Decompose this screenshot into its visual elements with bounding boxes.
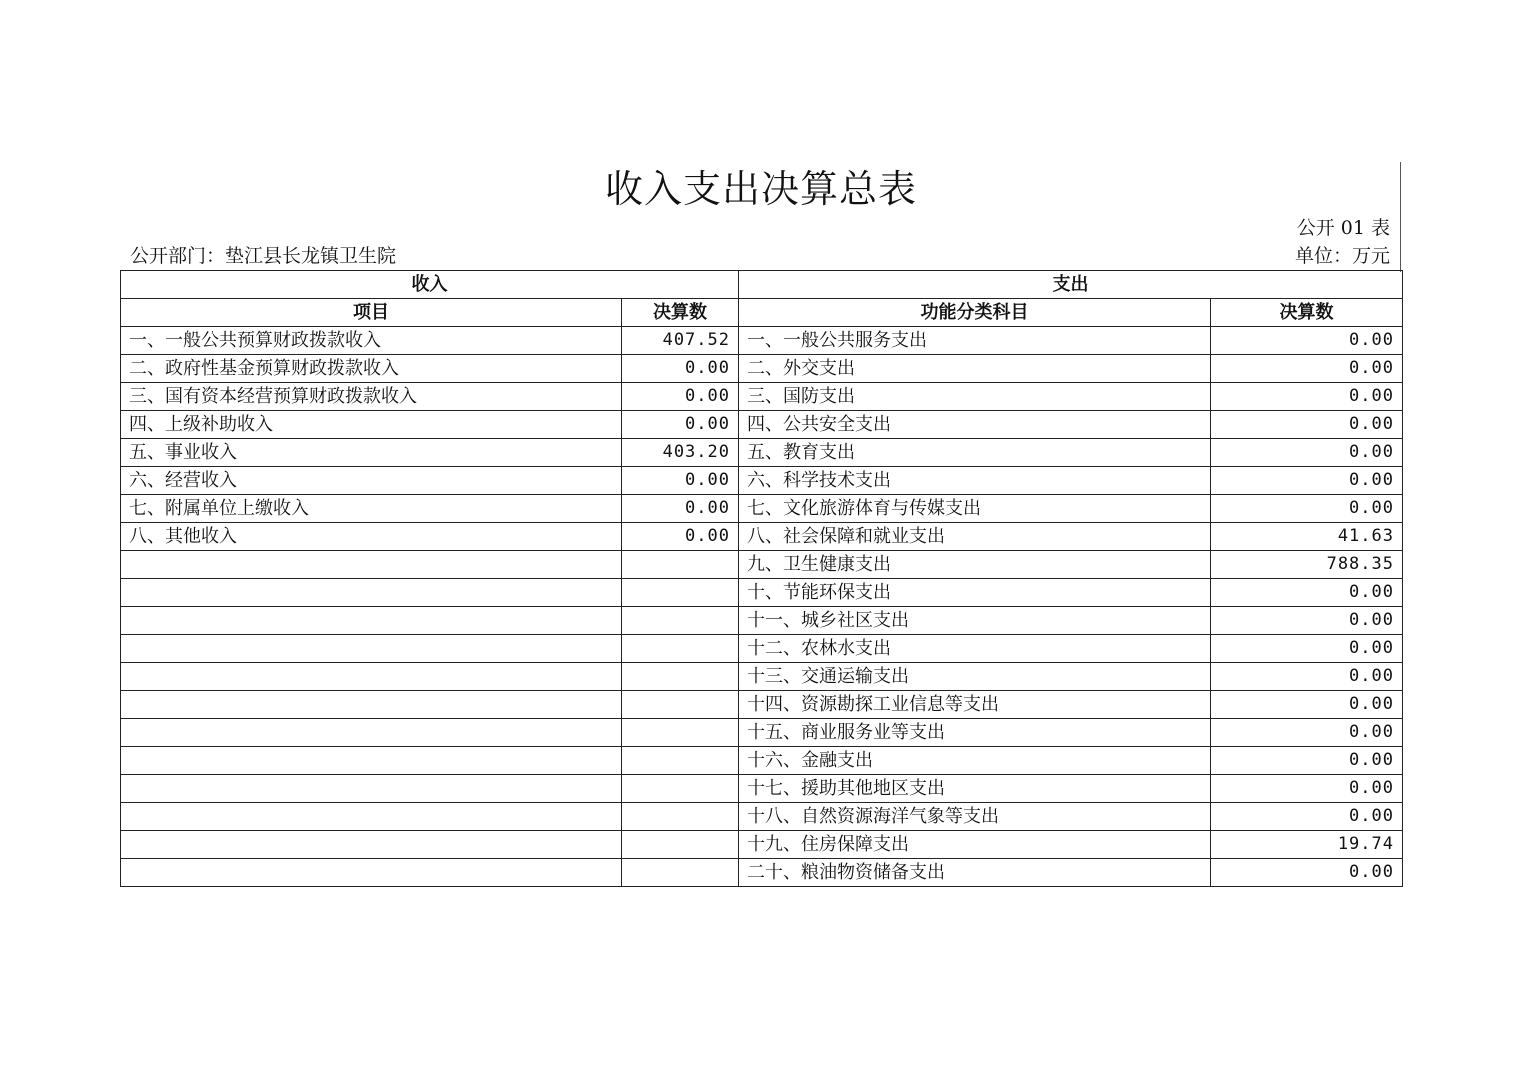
- expense-amount-cell: 0.00: [1211, 719, 1403, 747]
- income-amount-cell: [622, 859, 739, 887]
- expense-item-cell: 五、教育支出: [739, 439, 1211, 467]
- expense-item-cell: 十四、资源勘探工业信息等支出: [739, 691, 1211, 719]
- expense-amount-cell: 0.00: [1211, 859, 1403, 887]
- expense-item-cell: 十三、交通运输支出: [739, 663, 1211, 691]
- income-item-cell: [121, 579, 622, 607]
- income-amount-cell: [622, 691, 739, 719]
- income-amount-column-header: 决算数: [622, 299, 739, 327]
- table-row: [121, 411, 1403, 439]
- income-item-cell: 六、经营收入: [121, 467, 622, 495]
- income-item-cell: 三、国有资本经营预算财政拨款收入: [121, 383, 622, 411]
- income-amount-cell: [622, 831, 739, 859]
- income-amount-cell: 403.20: [622, 439, 739, 467]
- expense-amount-cell: 0.00: [1211, 467, 1403, 495]
- department-label: 公开部门：垫江县长龙镇卫生院: [130, 245, 397, 267]
- expense-item-column-header: 功能分类科目: [739, 299, 1211, 327]
- income-amount-cell: 0.00: [622, 355, 739, 383]
- expense-amount-cell: 0.00: [1211, 635, 1403, 663]
- expense-amount-cell: 0.00: [1211, 775, 1403, 803]
- income-amount-cell: 0.00: [622, 495, 739, 523]
- income-amount-cell: [622, 579, 739, 607]
- expense-item-cell: 一、一般公共服务支出: [739, 327, 1211, 355]
- expense-item-cell: 九、卫生健康支出: [739, 551, 1211, 579]
- section-header-row: [121, 271, 1403, 299]
- income-item-cell: [121, 607, 622, 635]
- expense-item-cell: 三、国防支出: [739, 383, 1211, 411]
- income-amount-cell: 0.00: [622, 411, 739, 439]
- table-row: [121, 775, 1403, 803]
- expense-amount-cell: 0.00: [1211, 439, 1403, 467]
- expense-amount-cell: 0.00: [1211, 691, 1403, 719]
- table-row: [121, 439, 1403, 467]
- income-item-cell: 八、其他收入: [121, 523, 622, 551]
- table-row: [121, 719, 1403, 747]
- income-amount-cell: 407.52: [622, 327, 739, 355]
- unit-label: 单位：万元: [1294, 245, 1390, 267]
- income-item-cell: [121, 831, 622, 859]
- income-item-cell: [121, 775, 622, 803]
- expense-item-cell: 七、文化旅游体育与传媒支出: [739, 495, 1211, 523]
- income-amount-cell: [622, 803, 739, 831]
- income-item-cell: [121, 747, 622, 775]
- income-amount-cell: 0.00: [622, 467, 739, 495]
- expense-item-cell: 十二、农林水支出: [739, 635, 1211, 663]
- table-row: [121, 355, 1403, 383]
- table-row: [121, 467, 1403, 495]
- expense-amount-cell: 0.00: [1211, 327, 1403, 355]
- expense-amount-cell: 0.00: [1211, 411, 1403, 439]
- income-amount-cell: [622, 551, 739, 579]
- income-item-cell: 四、上级补助收入: [121, 411, 622, 439]
- income-amount-cell: [622, 607, 739, 635]
- income-item-cell: 二、政府性基金预算财政拨款收入: [121, 355, 622, 383]
- expense-item-cell: 二、外交支出: [739, 355, 1211, 383]
- income-item-cell: [121, 551, 622, 579]
- income-item-cell: [121, 859, 622, 887]
- expense-item-cell: 十六、金融支出: [739, 747, 1211, 775]
- expense-amount-cell: 0.00: [1211, 607, 1403, 635]
- expense-item-cell: 十一、城乡社区支出: [739, 607, 1211, 635]
- expense-amount-cell: 0.00: [1211, 579, 1403, 607]
- expense-amount-cell: 0.00: [1211, 747, 1403, 775]
- expense-amount-cell: 41.63: [1211, 523, 1403, 551]
- column-header-row: [121, 299, 1403, 327]
- table-row: [121, 663, 1403, 691]
- document-title: 收入支出决算总表: [604, 167, 917, 211]
- income-item-cell: [121, 635, 622, 663]
- table-row: [121, 495, 1403, 523]
- income-item-cell: 一、一般公共预算财政拨款收入: [121, 327, 622, 355]
- table-row: [121, 383, 1403, 411]
- expense-item-cell: 八、社会保障和就业支出: [739, 523, 1211, 551]
- expense-amount-cell: 788.35: [1211, 551, 1403, 579]
- expense-item-cell: 十八、自然资源海洋气象等支出: [739, 803, 1211, 831]
- expense-amount-column-header: 决算数: [1211, 299, 1403, 327]
- income-item-cell: [121, 691, 622, 719]
- income-amount-cell: 0.00: [622, 383, 739, 411]
- form-number: 公开 01 表: [1296, 217, 1390, 239]
- income-amount-cell: 0.00: [622, 523, 739, 551]
- income-amount-cell: [622, 775, 739, 803]
- expense-item-cell: 十九、住房保障支出: [739, 831, 1211, 859]
- income-amount-cell: [622, 719, 739, 747]
- table-row: [121, 635, 1403, 663]
- income-item-cell: [121, 663, 622, 691]
- expense-amount-cell: 0.00: [1211, 663, 1403, 691]
- table-row: [121, 523, 1403, 551]
- income-item-cell: [121, 719, 622, 747]
- income-item-cell: 七、附属单位上缴收入: [121, 495, 622, 523]
- expense-section-header: 支出: [739, 271, 1403, 299]
- table-row: [121, 747, 1403, 775]
- expense-item-cell: 六、科学技术支出: [739, 467, 1211, 495]
- expense-item-cell: 十五、商业服务业等支出: [739, 719, 1211, 747]
- expense-item-cell: 十、节能环保支出: [739, 579, 1211, 607]
- expense-item-cell: 四、公共安全支出: [739, 411, 1211, 439]
- expense-item-cell: 二十、粮油物资储备支出: [739, 859, 1211, 887]
- income-expense-table: [120, 270, 1403, 887]
- table-row: [121, 831, 1403, 859]
- income-item-cell: [121, 803, 622, 831]
- expense-amount-cell: 0.00: [1211, 355, 1403, 383]
- expense-item-cell: 十七、援助其他地区支出: [739, 775, 1211, 803]
- expense-amount-cell: 0.00: [1211, 383, 1403, 411]
- expense-amount-cell: 19.74: [1211, 831, 1403, 859]
- income-amount-cell: [622, 663, 739, 691]
- expense-amount-cell: 0.00: [1211, 495, 1403, 523]
- table-row: [121, 803, 1403, 831]
- table-row: [121, 691, 1403, 719]
- table-body: [121, 327, 1403, 887]
- table-row: [121, 607, 1403, 635]
- expense-amount-cell: 0.00: [1211, 803, 1403, 831]
- table-row: [121, 327, 1403, 355]
- income-amount-cell: [622, 635, 739, 663]
- income-amount-cell: [622, 747, 739, 775]
- income-section-header: 收入: [121, 271, 739, 299]
- table-row: [121, 579, 1403, 607]
- table-row: [121, 859, 1403, 887]
- income-item-column-header: 项目: [121, 299, 622, 327]
- table-row: [121, 551, 1403, 579]
- income-item-cell: 五、事业收入: [121, 439, 622, 467]
